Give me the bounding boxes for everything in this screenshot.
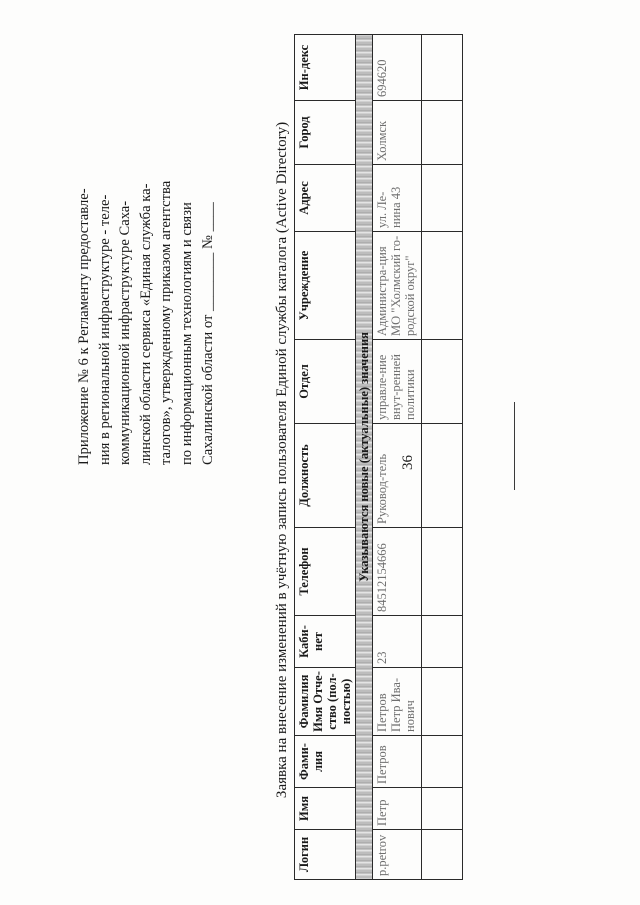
header-cell-index: Ин-декс — [295, 35, 356, 101]
header-cell-position: Должность — [295, 424, 356, 528]
header-cell-department: Отдел — [295, 340, 356, 424]
cell-address: ул. Ле-нина 43 — [373, 165, 422, 232]
appendix-line: линской области сервиса «Единая служба ка- — [137, 183, 154, 465]
header-cell-office: Каби-нет — [295, 616, 356, 668]
empty-cell — [422, 528, 463, 616]
empty-cell — [422, 340, 463, 424]
appendix-note — [74, 35, 218, 465]
empty-cell — [422, 101, 463, 165]
cell-department: управле-ние внут-ренней политики — [373, 340, 422, 424]
appendix-line: коммуникационной инфраструктуре Саха- — [117, 200, 134, 465]
band-label: Указываются новые (актуальные) значения — [356, 35, 373, 880]
signature-line — [514, 402, 515, 490]
cell-login: p.petrov — [373, 830, 422, 880]
empty-cell — [422, 668, 463, 736]
header-cell-login: Логин — [295, 830, 356, 880]
empty-cell — [422, 616, 463, 668]
form-title: Заявка на внесение изменений в учётную запись пользователя Единой службы каталога (Active Directory) — [274, 121, 290, 799]
cell-phone: 84512154666 — [373, 528, 422, 616]
cell-position: Руковод-тель — [373, 424, 422, 528]
appendix-line: талогов», утвержденному приказом агентства — [158, 180, 175, 465]
header-cell-phone: Телефон — [295, 528, 356, 616]
empty-cell — [422, 788, 463, 830]
empty-row — [422, 35, 463, 880]
request-table — [294, 34, 463, 880]
empty-cell — [422, 165, 463, 232]
cell-fullname: Петров Петр Ива-нович — [373, 668, 422, 736]
table-row — [373, 35, 422, 880]
empty-cell — [422, 830, 463, 880]
appendix-line: Приложение № 6 к Регламенту предоставле- — [76, 188, 92, 465]
empty-cell — [422, 35, 463, 101]
cell-office: 23 — [373, 616, 422, 668]
empty-cell — [422, 424, 463, 528]
appendix-line: ния в региональной инфраструктуре - теле- — [96, 194, 113, 465]
appendix-line: по информационным технологиям и связи — [178, 202, 195, 465]
header-cell-city: Город — [295, 101, 356, 165]
header-row — [295, 35, 356, 880]
empty-cell — [422, 232, 463, 340]
header-cell-institution: Учреждение — [295, 232, 356, 340]
page-number: 36 — [400, 455, 416, 470]
band-row — [356, 35, 373, 880]
cell-name: Петр — [373, 788, 422, 830]
cell-institution: Администра-ция МО "Холмский го-родской округ" — [373, 232, 422, 340]
cell-city: Холмск — [373, 101, 422, 165]
header-cell-address: Адрес — [295, 165, 356, 232]
header-cell-surname: Фами-лия — [295, 736, 356, 788]
header-cell-name: Имя — [295, 788, 356, 830]
request-table-wrap — [294, 35, 463, 880]
cell-index: 694620 — [373, 35, 422, 101]
appendix-line: Сахалинской области от ________ № ____ — [199, 202, 216, 465]
empty-cell — [422, 736, 463, 788]
rotated-content — [70, 30, 610, 890]
header-cell-fullname: Фамилия Имя Отче-ство (пол-ностью) — [295, 668, 356, 736]
cell-surname: Петров — [373, 736, 422, 788]
